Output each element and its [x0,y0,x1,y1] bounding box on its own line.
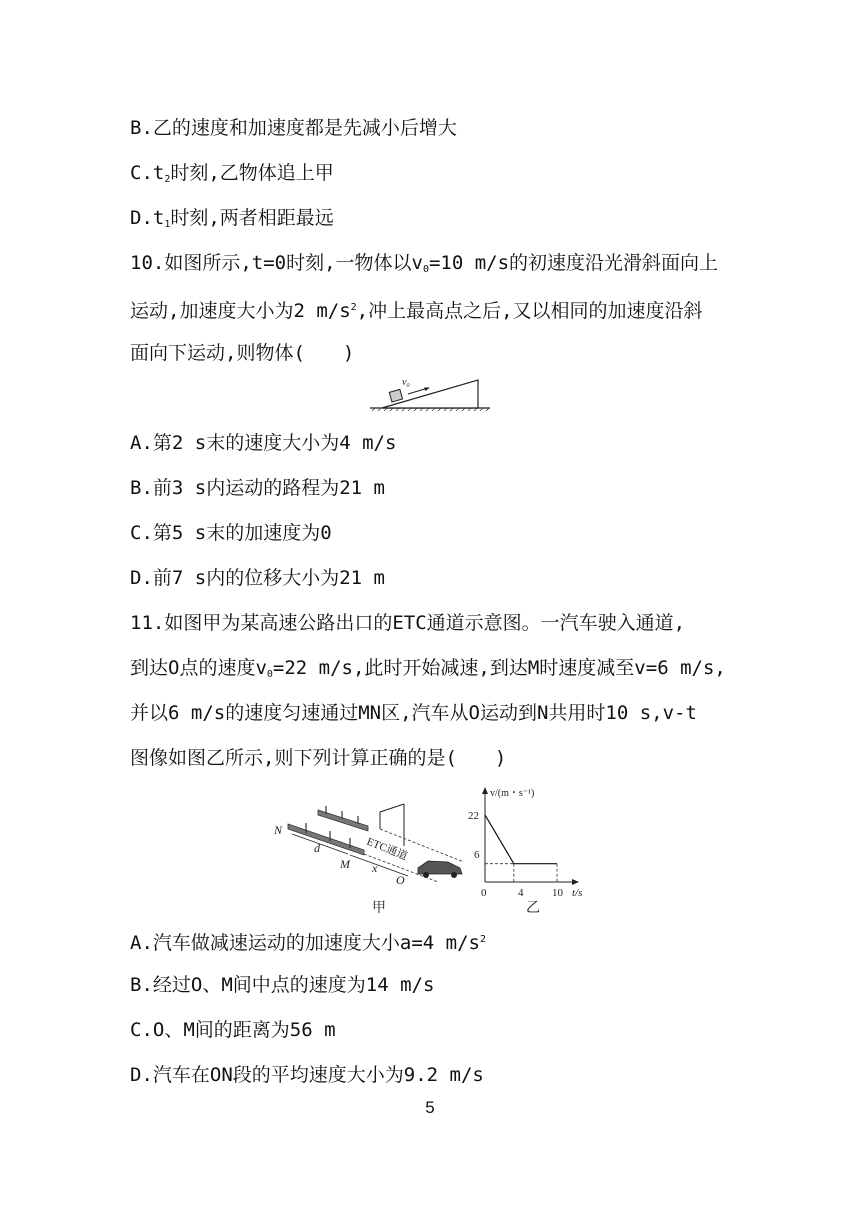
q9-option-c-part2: 时刻,乙物体追上甲 [170,162,334,184]
q10-stem-line3: 面向下运动,则物体( ) [130,342,355,364]
velocity-label: $v_0$ [402,377,410,389]
y-tick-22: 22 [468,810,479,822]
q10-stem2-superscript: 2 [350,302,357,313]
label-O: O [396,873,405,887]
q11-figure-yi [460,784,590,920]
label-N: N [274,823,283,837]
x-axis-arrow [572,879,579,885]
vt-segment-0 [485,815,514,864]
q9-option-c [130,161,334,192]
q9-option-d-part2: 时刻,两者相距最远 [170,207,334,229]
q10-stem-line2 [130,296,703,323]
q10-stem1-part1: 10.如图所示,t=0时刻,一物体以v [130,252,423,274]
q11-figure-jia [268,784,478,920]
q11-stem-line2 [130,656,726,687]
label-x: x [372,861,378,875]
q11-stem2-subscript: 0 [266,669,273,680]
gantry-beam [380,804,404,812]
q11-stem2-part1: 到达O点的速度v [130,657,267,679]
q10-option-a: A.第2 s末的速度大小为4 m/s [130,432,397,454]
q11-option-b: B.经过O、M间中点的速度为14 m/s [130,974,435,996]
caption-jia: 甲 [372,901,386,916]
car-icon [418,861,462,878]
q11-stem2-part2: =22 m/s,此时开始减速,到达M时速度减至v=6 m/s, [272,657,726,679]
lower-barrier [288,824,364,855]
velocity-arrowhead [424,388,430,392]
q11-option-a-text: A.汽车做减速运动的加速度大小a=4 m/s [130,932,480,954]
q10-stem-line1 [130,251,718,282]
q9-option-d-part1: D.t [130,207,165,229]
q11-option-a [130,928,486,955]
q10-incline-figure [368,372,492,412]
x-tick-0: 0 [481,887,487,899]
x-axis-label: t/s [572,887,583,899]
q10-stem2-part2: ,冲上最高点之后,又以相同的加速度沿斜 [356,300,703,322]
q10-option-d: D.前7 s内的位移大小为21 m [130,567,385,589]
y-axis-arrow [482,787,488,794]
q9-option-c-part1: C.t [130,162,165,184]
q11-option-a-superscript: 2 [479,934,486,945]
caption-yi: 乙 [526,901,540,916]
q11-stem-line4: 图像如图乙所示,则下列计算正确的是( ) [130,747,507,769]
page-number: 5 [425,1098,435,1117]
q9-option-c-subscript: 2 [164,174,171,185]
q9-option-b: B.乙的速度和加速度都是先减小后增大 [130,117,457,139]
x-tick-4: 4 [518,887,524,899]
x-tick-10: 10 [552,887,563,899]
q11-option-d: D.汽车在ON段的平均速度大小为9.2 m/s [130,1064,484,1086]
y-tick-6: 6 [474,849,480,861]
q10-option-c: C.第5 s末的加速度为0 [130,522,332,544]
q10-stem2-part1: 运动,加速度大小为2 m/s [130,300,351,322]
q11-stem-line3: 并以6 m/s的速度匀速通过MN区,汽车从O运动到N共用时10 s,v-t [130,702,697,724]
q10-option-b: B.前3 s内运动的路程为21 m [130,477,385,499]
q9-option-d [130,206,334,237]
label-d: d [314,841,320,855]
q10-stem1-subscript: 0 [422,264,429,275]
q11-stem-line1: 11.如图甲为某高速公路出口的ETC通道示意图。一汽车驶入通道, [130,612,686,634]
label-M: M [340,857,350,871]
block [389,389,402,402]
q9-option-d-subscript: 1 [164,219,171,230]
y-axis-label: v/(m・s⁻¹) [490,788,535,799]
channel-label: ETC通道 [364,835,410,863]
q10-stem1-part2: =10 m/s的初速度沿光滑斜面向上 [428,252,719,274]
q11-option-c: C.O、M间的距离为56 m [130,1019,336,1041]
